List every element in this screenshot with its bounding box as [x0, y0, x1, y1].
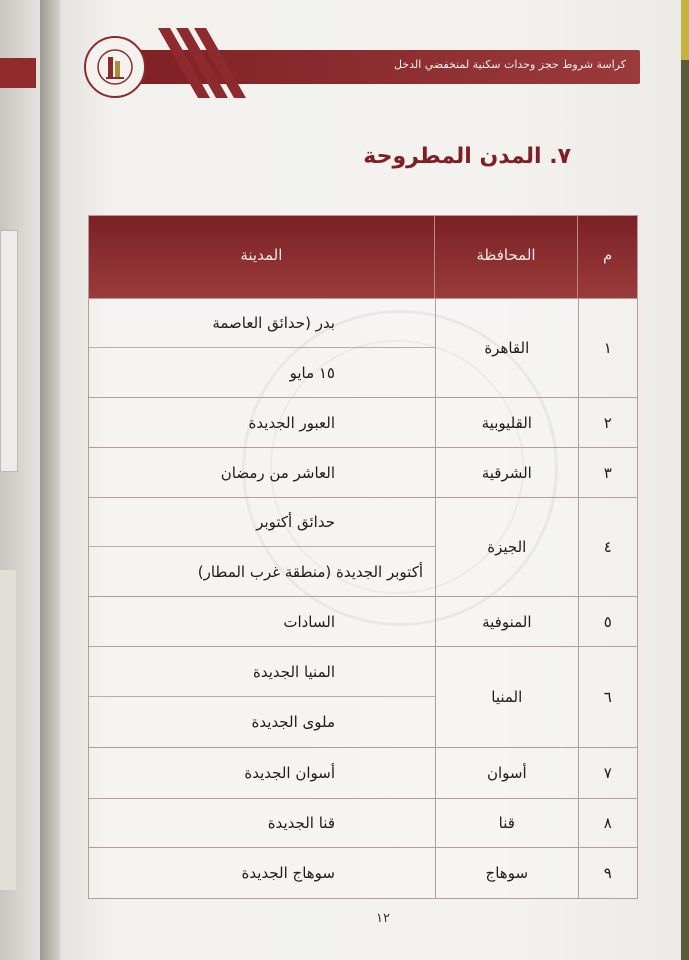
table-row — [88, 299, 638, 398]
row-number: ٧ — [578, 748, 637, 798]
row-governorate: المنوفية — [435, 597, 578, 646]
row-number: ٤ — [578, 498, 637, 596]
row-cities — [89, 498, 435, 596]
row-cities — [89, 799, 435, 847]
row-cities — [89, 398, 435, 447]
row-cities — [89, 448, 435, 497]
header-title: كراسة شروط حجز وحدات سكنية لمنخفضي الدخل — [393, 58, 626, 71]
table-row — [88, 448, 638, 498]
row-cities — [89, 748, 435, 798]
city-name: العاشر من رمضان — [220, 463, 335, 482]
row-governorate: الجيزة — [435, 498, 578, 596]
header-stripes-decoration — [148, 28, 258, 98]
row-governorate: القاهرة — [435, 299, 578, 397]
left-page-header-strip — [0, 58, 36, 88]
city-name: أكتوبر الجديدة (منطقة غرب المطار) — [197, 562, 423, 581]
city-name: العبور الجديدة — [248, 413, 335, 432]
row-number: ٢ — [578, 398, 637, 447]
organization-logo — [84, 36, 146, 98]
row-cities — [89, 647, 435, 747]
table-row — [88, 597, 638, 647]
city-name: قنا الجديدة — [267, 814, 335, 832]
row-governorate: الشرقية — [435, 448, 578, 497]
background-yellow-object — [681, 0, 689, 60]
row-cities — [89, 848, 435, 898]
row-governorate: أسوان — [435, 748, 578, 798]
table-row — [88, 647, 638, 748]
row-governorate: سوهاج — [435, 848, 578, 898]
row-governorate: قنا — [435, 799, 578, 847]
city-name: ملوى الجديدة — [251, 713, 335, 731]
city-name: أسوان الجديدة — [244, 764, 335, 782]
row-cities — [89, 299, 435, 397]
city-name: سوهاج الجديدة — [241, 864, 335, 882]
background-edge — [681, 0, 689, 960]
row-number: ٩ — [578, 848, 637, 898]
building-icon — [95, 47, 135, 87]
table-row — [88, 848, 638, 899]
table-row — [88, 498, 638, 597]
header-num: م — [577, 216, 637, 298]
row-number: ٨ — [578, 799, 637, 847]
table-header — [88, 215, 638, 299]
cities-table — [88, 215, 638, 899]
header-city: المدينة — [240, 246, 283, 264]
table-row — [88, 799, 638, 848]
table-row — [88, 748, 638, 799]
city-name: المنيا الجديدة — [89, 647, 435, 697]
header-governorate: المحافظة — [434, 216, 577, 298]
city-name: السادات — [283, 612, 335, 631]
left-page-card — [0, 230, 18, 472]
page-number: ١٢ — [376, 911, 390, 926]
row-governorate: المنيا — [435, 647, 578, 747]
row-number: ٥ — [578, 597, 637, 646]
row-number: ١ — [578, 299, 637, 397]
city-name: ١٥ مايو — [289, 363, 335, 382]
row-cities — [89, 597, 435, 646]
row-number: ٦ — [578, 647, 637, 747]
row-governorate: القليوبية — [435, 398, 578, 447]
table-row — [88, 398, 638, 448]
left-page-panel — [0, 570, 16, 890]
row-number: ٣ — [578, 448, 637, 497]
city-name: حدائق أكتوبر — [89, 498, 435, 547]
section-title: ٧. المدن المطروحة — [363, 144, 571, 169]
city-name: بدر (حدائق العاصمة — [89, 299, 435, 348]
